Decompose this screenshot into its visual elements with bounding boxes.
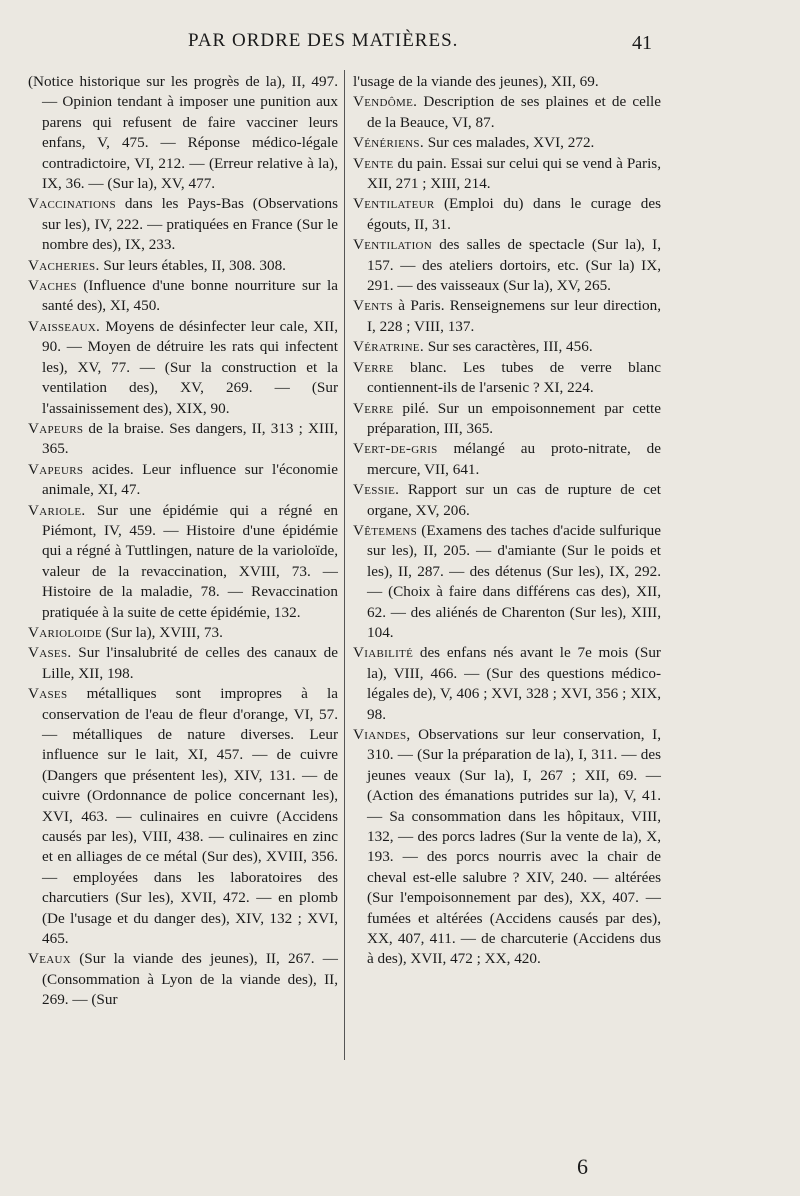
entry-keyword: Vêtemens: [353, 521, 418, 539]
entry-keyword: Verre: [353, 358, 394, 376]
entry-keyword: Vente: [353, 154, 394, 172]
index-entry: [353, 194, 661, 235]
entry-keyword: Vaches: [28, 277, 77, 295]
entry-text: blanc. Les tubes de verre blanc contiennent-ils de l'arsenic ? XI, 224.: [367, 358, 661, 397]
entry-text: Sur leurs étables, II, 308. 308.: [99, 256, 286, 274]
index-entry: [28, 194, 338, 255]
index-entry: [28, 949, 338, 1010]
index-entry: [353, 725, 661, 970]
entry-keyword: Varioloide: [28, 623, 102, 641]
entry-keyword: Vacheries.: [28, 256, 100, 274]
entry-text: Sur l'insalubrité de celles des canaux de Lille, XII, 198.: [42, 644, 338, 682]
entry-text: Sur une épidémie qui a régné en Piémont, IV, 459. — Histoire d'une épidémie qui a régné à Tuttlingen, nature de la varioloïde, valeur de la revaccination, XVIII, 73. — Histoire de la maladie, 78. — Revaccination pratiquée à la suite de cette épidémie, 132.: [42, 501, 338, 621]
index-entry: [353, 337, 661, 357]
entry-keyword: Viabilité: [353, 644, 414, 662]
entry-keyword: Vaisseaux.: [28, 317, 101, 335]
index-entry: [28, 72, 338, 194]
index-entry: [28, 419, 338, 460]
entry-keyword: Vessie.: [353, 481, 400, 499]
index-entry: [353, 643, 661, 725]
index-entry: [353, 154, 661, 195]
entry-text: Sur ces malades, XVI, 272.: [423, 134, 595, 152]
entry-text: (Sur la viande des jeunes), II, 267. — (Consommation à Lyon de la viande des), II, 269. — (Sur: [42, 950, 338, 1009]
entry-text: (Sur la), XVIII, 73.: [101, 623, 223, 641]
entry-keyword: Vératrine.: [353, 338, 424, 356]
index-entry: [353, 72, 661, 92]
index-entry: [353, 92, 661, 133]
entry-text: de la braise. Ses dangers, II, 313 ; XIII, 365.: [42, 419, 338, 458]
index-entry: [28, 501, 338, 623]
entry-text: l'usage de la viande des jeunes), XII, 69.: [353, 73, 599, 90]
entry-keyword: Vases: [28, 685, 68, 703]
entry-keyword: Vapeurs: [28, 460, 84, 478]
index-entry: [353, 296, 661, 337]
index-entry: [28, 684, 338, 949]
entry-text: des enfans nés avant le 7e mois (Sur la), VIII, 466. — (Sur des questions médico-légales de), V, 406 ; XVI, 328 ; XVI, 356 ; XIX, 98.: [367, 644, 661, 723]
left-column: [28, 72, 338, 1011]
index-entry: [353, 480, 661, 521]
entry-keyword: Verre: [353, 399, 394, 417]
page-number: 41: [632, 32, 652, 54]
index-entry: [28, 460, 338, 501]
entry-text: Rapport sur un cas de rupture de cet organe, XV, 206.: [367, 481, 661, 519]
right-column: [353, 72, 661, 970]
index-entry: [28, 643, 338, 684]
index-entry: [28, 256, 338, 276]
index-entry: [353, 133, 661, 153]
entry-keyword: Viandes,: [353, 726, 411, 743]
entry-text: Description de ses plaines et de celle de la Beauce, VI, 87.: [367, 93, 661, 131]
entry-text: du pain. Essai sur celui qui se vend à Paris, XII, 271 ; XIII, 214.: [367, 154, 661, 193]
signature-mark: 6: [577, 1154, 588, 1179]
entry-keyword: Ventilation: [353, 236, 433, 254]
entry-text: (Examens des taches d'acide sulfurique sur les), II, 205. — d'amiante (Sur le poids et les), II, 287. — des détenus (Sur les), IX, 292. — (Choix à faire dans différens cas des), XII, 62. — des aliénés de Charenton (Sur les), XIII, 104.: [367, 521, 661, 641]
entry-keyword: Vendôme.: [353, 93, 418, 111]
entry-text: à Paris. Renseignemens sur leur direction, I, 228 ; VIII, 137.: [367, 297, 661, 335]
entry-keyword: Vaccinations: [28, 195, 116, 213]
entry-text: Sur ses caractères, III, 456.: [423, 338, 593, 356]
entry-text: (Notice historique sur les progrès de la), II, 497. — Opinion tendant à imposer une punition aux parens qui refusent de faire vacciner leurs enfans, V, 475. — Réponse médico-légale contradictoire, VI, 212. — (Erreur relative à la), IX, 36. — (Sur la), XV, 477.: [28, 73, 338, 193]
entry-text: dans les Pays-Bas (Observations sur les), IV, 222. — pratiquées en France (Sur le nombre des), IX, 233.: [42, 195, 338, 254]
entry-text: mélangé au proto-nitrate, de mercure, VII, 641.: [367, 440, 661, 478]
running-head: PAR ORDRE DES MATIÈRES.: [188, 30, 459, 51]
index-entry: [28, 276, 338, 317]
page-header: [0, 30, 800, 60]
entry-keyword: Vénériens.: [353, 134, 424, 152]
entry-text: (Emploi du) dans le curage des égouts, II, 31.: [367, 195, 661, 233]
column-divider: [344, 70, 345, 1060]
entry-text: métalliques sont impropres à la conservation de l'eau de fleur d'orange, VI, 57. — métalliques de nature diverses. Leur influence sur le lait, XI, 457. — de cuivre (Dangers que présentent les), XIV, 131. — de cuivre (Ordonnance de police concernant les), XVI, 463. — culinaires en cuivre (Accidens causés par les), VIII, 438. — culinaires en zinc et en alliages de ce métal (Sur des), XVIII, 356. — employées dans les laboratoires des charcutiers (Sur les), XVII, 472. — en plomb (De l'usage et du danger des), XIV, 132 ; XVI, 465.: [42, 685, 338, 948]
entry-keyword: Vents: [353, 297, 393, 315]
entry-text: Moyens de désinfecter leur cale, XII, 90. — Moyen de détruire les rats qui infectent les), XV, 77. — (Sur la construction et la ventilation des), XV, 269. — (Sur l'assainissement des), XIX, 90.: [42, 317, 338, 417]
index-entry: [353, 235, 661, 296]
index-entry: [28, 623, 338, 643]
entry-keyword: Vert-de-gris: [353, 440, 438, 458]
entry-text: des salles de spectacle (Sur la), I, 157. — des ateliers dortoirs, etc. (Sur la) IX, 291. — des vaisseaux (Sur la), XV, 265.: [367, 236, 661, 295]
entry-text: acides. Leur influence sur l'économie animale, XI, 47.: [42, 460, 338, 499]
index-entry: [28, 317, 338, 419]
entry-text: Observations sur leur conservation, I, 310. — (Sur la préparation de la), I, 311. — des jeunes veaux (Sur la), I, 267 ; XII, 69. — (Action des émanations putrides sur la), V, 41. — Sa consommation dans les hôpitaux, VIII, 132, — des porcs ladres (Sur la vente de la), X, 193. — des porcs nourris avec la chair de cheval est-elle salubre ? XIV, 240. — altérées (Sur l'empoisonnement par des), XX, 407. — fumées et altérées (Accidens causés par des), XX, 407, 411. — de charcuterie (Accidens dus à des), XVII, 472 ; XX, 420.: [367, 726, 661, 968]
entry-keyword: Variole.: [28, 501, 86, 519]
entry-text: (Influence d'une bonne nourriture sur la santé des), XI, 450.: [42, 277, 338, 315]
entry-keyword: Vapeurs: [28, 419, 84, 437]
index-entry: [353, 521, 661, 643]
index-entry: [353, 399, 661, 440]
index-entry: [353, 439, 661, 480]
index-entry: [353, 358, 661, 399]
entry-text: pilé. Sur un empoisonnement par cette préparation, III, 365.: [367, 399, 661, 437]
entry-keyword: Veaux: [28, 950, 72, 968]
entry-keyword: Vases.: [28, 644, 72, 662]
entry-keyword: Ventilateur: [353, 195, 435, 213]
